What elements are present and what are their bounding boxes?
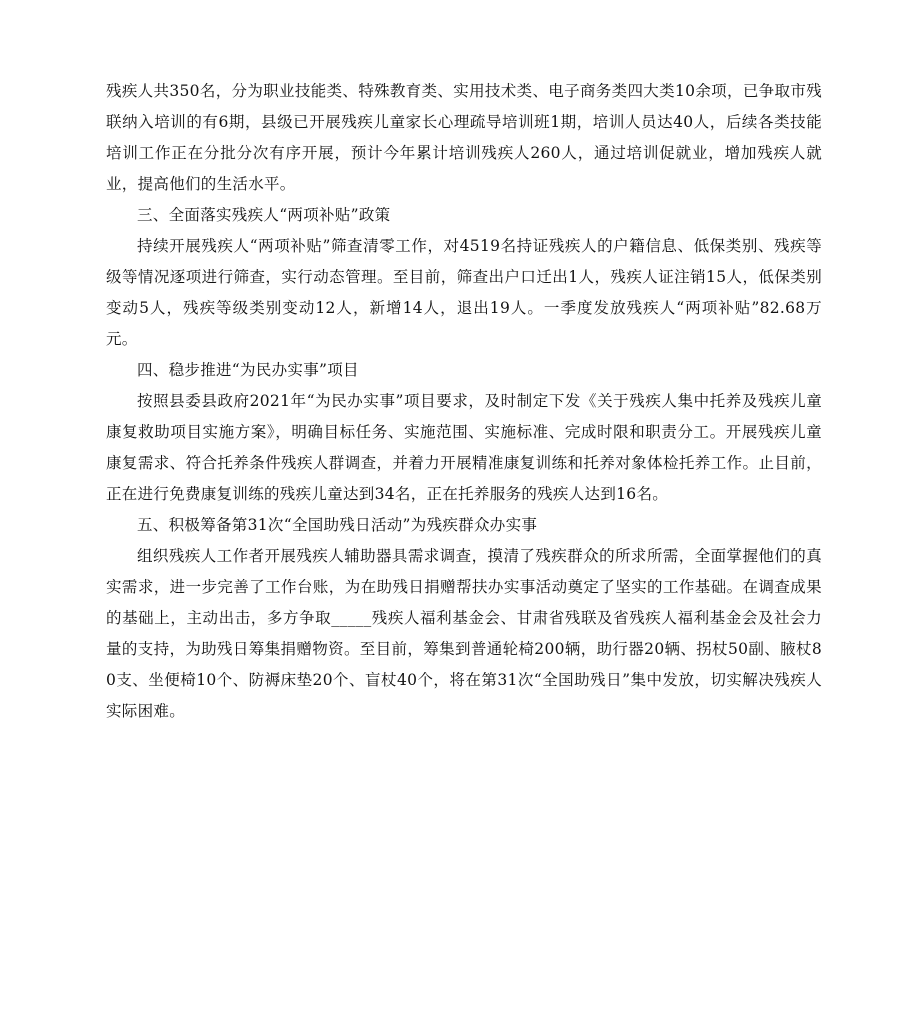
paragraph-practical-matters: 按照县委县政府2021年“为民办实事”项目要求，及时制定下发《关于残疾人集中托养及残疾儿童康复救助项目实施方案》，明确目标任务、实施范围、实施标准、完成时限和职责分工。开展残疾儿童康复需求、符合托养条件残疾人群调查，并着力开展精准康复训练和托养对象体检托养工作。止目前，正在进行免费康复训练的残疾儿童达到34名，正在托养服务的残疾人达到16名。 (106, 392, 822, 503)
document-page (106, 76, 822, 727)
paragraph-two-subsidies: 持续开展残疾人“两项补贴”筛查清零工作，对4519名持证残疾人的户籍信息、低保类别、残疾等级等情况逐项进行筛查，实行动态管理。至目前，筛查出户口迁出1人，残疾人证注销15人，低保类别变动5人，残疾等级类别变动12人，新增14人，退出19人。一季度发放残疾人“两项补贴”82.68万元。 (106, 237, 822, 348)
paragraph-training-continued: 残疾人共350名，分为职业技能类、特殊教育类、实用技术类、电子商务类四大类10余项，已争取市残联纳入培训的有6期，县级已开展残疾儿童家长心理疏导培训班1期，培训人员达40人，后续各类技能培训工作正在分批分次有序开展，预计今年累计培训残疾人260人，通过培训促就业，增加残疾人就业，提高他们的生活水平。 (106, 82, 822, 193)
heading-section-5: 五、积极筹备第31次“全国助残日活动”为残疾群众办实事 (137, 516, 538, 534)
paragraph-disability-day: 组织残疾人工作者开展残疾人辅助器具需求调查，摸清了残疾群众的所求所需，全面掌握他们的真实需求，进一步完善了工作台账，为在助残日捐赠帮扶办实事活动奠定了坚实的工作基础。在调查成果的基础上，主动出击，多方争取_____残疾人福利基金会、甘肃省残联及省残疾人福利基金会及社会力量的支持，为助残日筹集捐赠物资。至目前，筹集到普通轮椅200辆，助行器20辆、拐杖50副、腋杖80支、坐便椅10个、防褥床垫20个、盲杖40个，将在第31次“全国助残日”集中发放，切实解决残疾人实际困难。 (106, 547, 822, 720)
heading-section-3: 三、全面落实残疾人“两项补贴”政策 (137, 206, 391, 224)
heading-section-4: 四、稳步推进“为民办实事”项目 (137, 361, 359, 379)
